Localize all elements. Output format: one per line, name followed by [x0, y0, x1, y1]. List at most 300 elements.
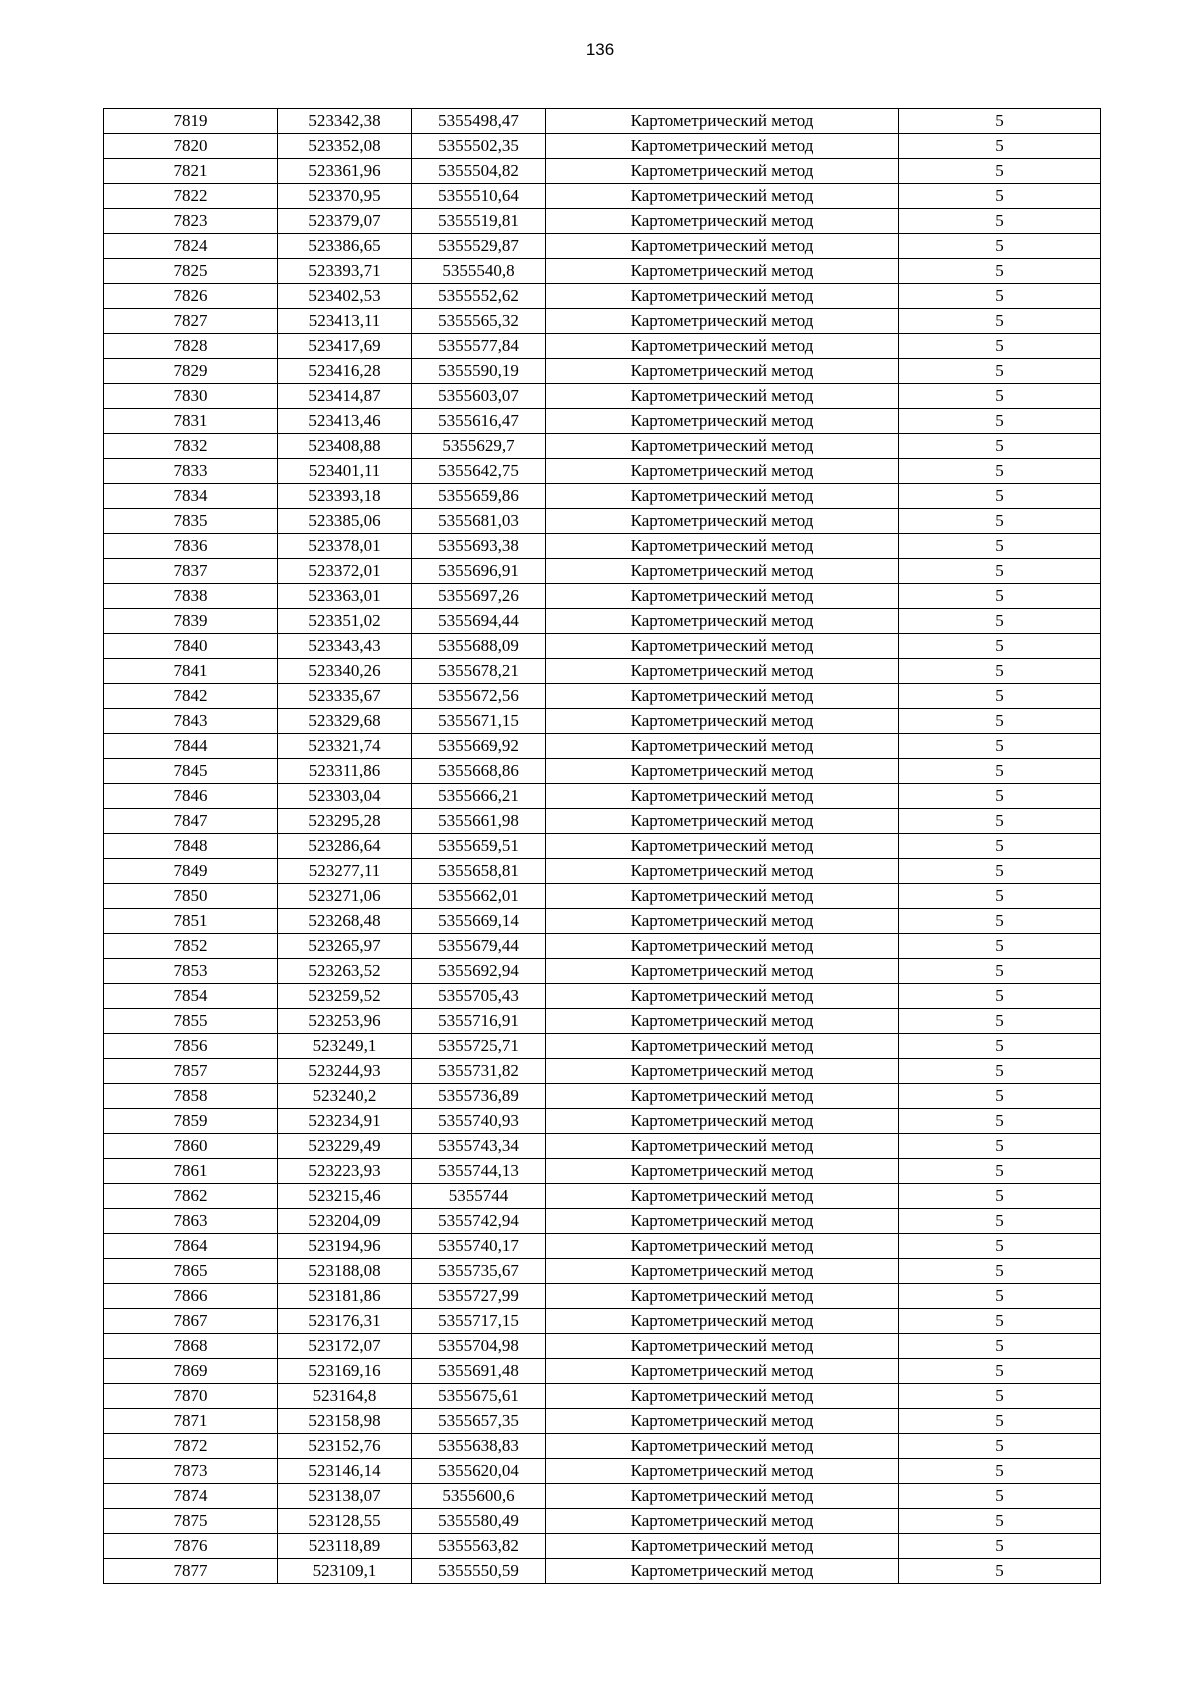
- table-row: [104, 1109, 1101, 1134]
- point-number-cell: 7867: [104, 1309, 278, 1334]
- x-coordinate-cell: 523244,93: [278, 1059, 412, 1084]
- table-row: [104, 959, 1101, 984]
- y-coordinate-cell: 5355671,15: [412, 709, 546, 734]
- table-row: [104, 984, 1101, 1009]
- method-cell: Картометрический метод: [546, 1484, 899, 1509]
- x-coordinate-cell: 523329,68: [278, 709, 412, 734]
- table-row: [104, 1184, 1101, 1209]
- point-number-cell: 7830: [104, 384, 278, 409]
- accuracy-cell: 5: [899, 109, 1101, 134]
- method-cell: Картометрический метод: [546, 459, 899, 484]
- y-coordinate-cell: 5355744,13: [412, 1159, 546, 1184]
- accuracy-cell: 5: [899, 1234, 1101, 1259]
- method-cell: Картометрический метод: [546, 184, 899, 209]
- accuracy-cell: 5: [899, 434, 1101, 459]
- accuracy-cell: 5: [899, 1109, 1101, 1134]
- x-coordinate-cell: 523414,87: [278, 384, 412, 409]
- method-cell: Картометрический метод: [546, 734, 899, 759]
- point-number-cell: 7828: [104, 334, 278, 359]
- method-cell: Картометрический метод: [546, 209, 899, 234]
- accuracy-cell: 5: [899, 809, 1101, 834]
- table-row: [104, 1259, 1101, 1284]
- table-row: [104, 1334, 1101, 1359]
- table-row: [104, 1484, 1101, 1509]
- x-coordinate-cell: 523263,52: [278, 959, 412, 984]
- method-cell: Картометрический метод: [546, 1334, 899, 1359]
- table-row: [104, 1309, 1101, 1334]
- table-row: [104, 284, 1101, 309]
- y-coordinate-cell: 5355725,71: [412, 1034, 546, 1059]
- point-number-cell: 7868: [104, 1334, 278, 1359]
- point-number-cell: 7839: [104, 609, 278, 634]
- table-row: [104, 184, 1101, 209]
- accuracy-cell: 5: [899, 509, 1101, 534]
- point-number-cell: 7825: [104, 259, 278, 284]
- table-row: [104, 434, 1101, 459]
- coordinates-table: [103, 108, 1101, 1584]
- method-cell: Картометрический метод: [546, 134, 899, 159]
- y-coordinate-cell: 5355498,47: [412, 109, 546, 134]
- point-number-cell: 7855: [104, 1009, 278, 1034]
- point-number-cell: 7822: [104, 184, 278, 209]
- x-coordinate-cell: 523286,64: [278, 834, 412, 859]
- y-coordinate-cell: 5355678,21: [412, 659, 546, 684]
- x-coordinate-cell: 523378,01: [278, 534, 412, 559]
- method-cell: Картометрический метод: [546, 1259, 899, 1284]
- accuracy-cell: 5: [899, 384, 1101, 409]
- table-row: [104, 134, 1101, 159]
- x-coordinate-cell: 523417,69: [278, 334, 412, 359]
- point-number-cell: 7847: [104, 809, 278, 834]
- x-coordinate-cell: 523303,04: [278, 784, 412, 809]
- method-cell: Картометрический метод: [546, 1159, 899, 1184]
- point-number-cell: 7875: [104, 1509, 278, 1534]
- accuracy-cell: 5: [899, 309, 1101, 334]
- y-coordinate-cell: 5355659,86: [412, 484, 546, 509]
- point-number-cell: 7819: [104, 109, 278, 134]
- point-number-cell: 7821: [104, 159, 278, 184]
- y-coordinate-cell: 5355580,49: [412, 1509, 546, 1534]
- point-number-cell: 7857: [104, 1059, 278, 1084]
- table-row: [104, 559, 1101, 584]
- x-coordinate-cell: 523335,67: [278, 684, 412, 709]
- table-row: [104, 709, 1101, 734]
- y-coordinate-cell: 5355675,61: [412, 1384, 546, 1409]
- y-coordinate-cell: 5355705,43: [412, 984, 546, 1009]
- table-row: [104, 1209, 1101, 1234]
- point-number-cell: 7852: [104, 934, 278, 959]
- y-coordinate-cell: 5355672,56: [412, 684, 546, 709]
- method-cell: Картометрический метод: [546, 884, 899, 909]
- table-row: [104, 1409, 1101, 1434]
- accuracy-cell: 5: [899, 359, 1101, 384]
- y-coordinate-cell: 5355735,67: [412, 1259, 546, 1284]
- point-number-cell: 7829: [104, 359, 278, 384]
- point-number-cell: 7853: [104, 959, 278, 984]
- x-coordinate-cell: 523253,96: [278, 1009, 412, 1034]
- accuracy-cell: 5: [899, 1559, 1101, 1584]
- y-coordinate-cell: 5355642,75: [412, 459, 546, 484]
- x-coordinate-cell: 523194,96: [278, 1234, 412, 1259]
- accuracy-cell: 5: [899, 634, 1101, 659]
- y-coordinate-cell: 5355662,01: [412, 884, 546, 909]
- y-coordinate-cell: 5355691,48: [412, 1359, 546, 1384]
- x-coordinate-cell: 523188,08: [278, 1259, 412, 1284]
- y-coordinate-cell: 5355590,19: [412, 359, 546, 384]
- y-coordinate-cell: 5355666,21: [412, 784, 546, 809]
- x-coordinate-cell: 523277,11: [278, 859, 412, 884]
- accuracy-cell: 5: [899, 759, 1101, 784]
- table-row: [104, 684, 1101, 709]
- table-row: [104, 1084, 1101, 1109]
- point-number-cell: 7824: [104, 234, 278, 259]
- point-number-cell: 7843: [104, 709, 278, 734]
- point-number-cell: 7863: [104, 1209, 278, 1234]
- x-coordinate-cell: 523351,02: [278, 609, 412, 634]
- accuracy-cell: 5: [899, 1284, 1101, 1309]
- accuracy-cell: 5: [899, 1384, 1101, 1409]
- point-number-cell: 7851: [104, 909, 278, 934]
- point-number-cell: 7850: [104, 884, 278, 909]
- accuracy-cell: 5: [899, 1359, 1101, 1384]
- point-number-cell: 7849: [104, 859, 278, 884]
- method-cell: Картометрический метод: [546, 484, 899, 509]
- method-cell: Картометрический метод: [546, 1184, 899, 1209]
- accuracy-cell: 5: [899, 859, 1101, 884]
- x-coordinate-cell: 523146,14: [278, 1459, 412, 1484]
- table-row: [104, 834, 1101, 859]
- table-row: [104, 759, 1101, 784]
- accuracy-cell: 5: [899, 1259, 1101, 1284]
- y-coordinate-cell: 5355696,91: [412, 559, 546, 584]
- x-coordinate-cell: 523172,07: [278, 1334, 412, 1359]
- y-coordinate-cell: 5355510,64: [412, 184, 546, 209]
- method-cell: Картометрический метод: [546, 159, 899, 184]
- accuracy-cell: 5: [899, 1034, 1101, 1059]
- table-row: [104, 609, 1101, 634]
- y-coordinate-cell: 5355740,93: [412, 1109, 546, 1134]
- y-coordinate-cell: 5355519,81: [412, 209, 546, 234]
- method-cell: Картометрический метод: [546, 359, 899, 384]
- method-cell: Картометрический метод: [546, 1534, 899, 1559]
- point-number-cell: 7859: [104, 1109, 278, 1134]
- table-row: [104, 734, 1101, 759]
- table-row: [104, 1159, 1101, 1184]
- method-cell: Картометрический метод: [546, 534, 899, 559]
- accuracy-cell: 5: [899, 584, 1101, 609]
- y-coordinate-cell: 5355716,91: [412, 1009, 546, 1034]
- accuracy-cell: 5: [899, 1484, 1101, 1509]
- accuracy-cell: 5: [899, 559, 1101, 584]
- point-number-cell: 7854: [104, 984, 278, 1009]
- point-number-cell: 7876: [104, 1534, 278, 1559]
- accuracy-cell: 5: [899, 684, 1101, 709]
- x-coordinate-cell: 523343,43: [278, 634, 412, 659]
- table-row: [104, 509, 1101, 534]
- x-coordinate-cell: 523169,16: [278, 1359, 412, 1384]
- x-coordinate-cell: 523164,8: [278, 1384, 412, 1409]
- accuracy-cell: 5: [899, 1534, 1101, 1559]
- table-row: [104, 1509, 1101, 1534]
- y-coordinate-cell: 5355693,38: [412, 534, 546, 559]
- x-coordinate-cell: 523393,18: [278, 484, 412, 509]
- point-number-cell: 7826: [104, 284, 278, 309]
- accuracy-cell: 5: [899, 909, 1101, 934]
- x-coordinate-cell: 523401,11: [278, 459, 412, 484]
- table-row: [104, 909, 1101, 934]
- accuracy-cell: 5: [899, 259, 1101, 284]
- y-coordinate-cell: 5355681,03: [412, 509, 546, 534]
- point-number-cell: 7827: [104, 309, 278, 334]
- x-coordinate-cell: 523268,48: [278, 909, 412, 934]
- point-number-cell: 7861: [104, 1159, 278, 1184]
- x-coordinate-cell: 523109,1: [278, 1559, 412, 1584]
- table-row: [104, 584, 1101, 609]
- point-number-cell: 7823: [104, 209, 278, 234]
- point-number-cell: 7831: [104, 409, 278, 434]
- table-row: [104, 1134, 1101, 1159]
- accuracy-cell: 5: [899, 1134, 1101, 1159]
- x-coordinate-cell: 523321,74: [278, 734, 412, 759]
- y-coordinate-cell: 5355565,32: [412, 309, 546, 334]
- page-number: 136: [585, 40, 615, 59]
- y-coordinate-cell: 5355616,47: [412, 409, 546, 434]
- accuracy-cell: 5: [899, 459, 1101, 484]
- y-coordinate-cell: 5355669,14: [412, 909, 546, 934]
- accuracy-cell: 5: [899, 1309, 1101, 1334]
- x-coordinate-cell: 523259,52: [278, 984, 412, 1009]
- y-coordinate-cell: 5355668,86: [412, 759, 546, 784]
- accuracy-cell: 5: [899, 1159, 1101, 1184]
- point-number-cell: 7872: [104, 1434, 278, 1459]
- point-number-cell: 7866: [104, 1284, 278, 1309]
- y-coordinate-cell: 5355704,98: [412, 1334, 546, 1359]
- method-cell: Картометрический метод: [546, 584, 899, 609]
- y-coordinate-cell: 5355692,94: [412, 959, 546, 984]
- accuracy-cell: 5: [899, 959, 1101, 984]
- method-cell: Картометрический метод: [546, 759, 899, 784]
- y-coordinate-cell: 5355620,04: [412, 1459, 546, 1484]
- accuracy-cell: 5: [899, 659, 1101, 684]
- x-coordinate-cell: 523138,07: [278, 1484, 412, 1509]
- accuracy-cell: 5: [899, 284, 1101, 309]
- method-cell: Картометрический метод: [546, 1284, 899, 1309]
- method-cell: Картометрический метод: [546, 984, 899, 1009]
- method-cell: Картометрический метод: [546, 659, 899, 684]
- method-cell: Картометрический метод: [546, 709, 899, 734]
- y-coordinate-cell: 5355577,84: [412, 334, 546, 359]
- point-number-cell: 7841: [104, 659, 278, 684]
- y-coordinate-cell: 5355659,51: [412, 834, 546, 859]
- accuracy-cell: 5: [899, 334, 1101, 359]
- method-cell: Картометрический метод: [546, 409, 899, 434]
- table-row: [104, 809, 1101, 834]
- x-coordinate-cell: 523234,91: [278, 1109, 412, 1134]
- method-cell: Картометрический метод: [546, 1434, 899, 1459]
- method-cell: Картометрический метод: [546, 934, 899, 959]
- point-number-cell: 7873: [104, 1459, 278, 1484]
- x-coordinate-cell: 523386,65: [278, 234, 412, 259]
- x-coordinate-cell: 523393,71: [278, 259, 412, 284]
- method-cell: Картометрический метод: [546, 384, 899, 409]
- point-number-cell: 7838: [104, 584, 278, 609]
- table-row: [104, 1034, 1101, 1059]
- y-coordinate-cell: 5355727,99: [412, 1284, 546, 1309]
- y-coordinate-cell: 5355731,82: [412, 1059, 546, 1084]
- coordinates-table-body: [104, 109, 1101, 1584]
- point-number-cell: 7858: [104, 1084, 278, 1109]
- y-coordinate-cell: 5355540,8: [412, 259, 546, 284]
- x-coordinate-cell: 523128,55: [278, 1509, 412, 1534]
- accuracy-cell: 5: [899, 534, 1101, 559]
- x-coordinate-cell: 523402,53: [278, 284, 412, 309]
- x-coordinate-cell: 523379,07: [278, 209, 412, 234]
- y-coordinate-cell: 5355669,92: [412, 734, 546, 759]
- y-coordinate-cell: 5355717,15: [412, 1309, 546, 1334]
- table-row: [104, 109, 1101, 134]
- x-coordinate-cell: 523416,28: [278, 359, 412, 384]
- y-coordinate-cell: 5355679,44: [412, 934, 546, 959]
- x-coordinate-cell: 523118,89: [278, 1534, 412, 1559]
- method-cell: Картометрический метод: [546, 684, 899, 709]
- point-number-cell: 7832: [104, 434, 278, 459]
- point-number-cell: 7837: [104, 559, 278, 584]
- accuracy-cell: 5: [899, 409, 1101, 434]
- y-coordinate-cell: 5355563,82: [412, 1534, 546, 1559]
- method-cell: Картометрический метод: [546, 284, 899, 309]
- y-coordinate-cell: 5355694,44: [412, 609, 546, 634]
- point-number-cell: 7840: [104, 634, 278, 659]
- y-coordinate-cell: 5355697,26: [412, 584, 546, 609]
- accuracy-cell: 5: [899, 134, 1101, 159]
- point-number-cell: 7844: [104, 734, 278, 759]
- y-coordinate-cell: 5355736,89: [412, 1084, 546, 1109]
- accuracy-cell: 5: [899, 934, 1101, 959]
- x-coordinate-cell: 523204,09: [278, 1209, 412, 1234]
- point-number-cell: 7848: [104, 834, 278, 859]
- point-number-cell: 7870: [104, 1384, 278, 1409]
- x-coordinate-cell: 523176,31: [278, 1309, 412, 1334]
- point-number-cell: 7871: [104, 1409, 278, 1434]
- x-coordinate-cell: 523223,93: [278, 1159, 412, 1184]
- table-row: [104, 1359, 1101, 1384]
- table-row: [104, 659, 1101, 684]
- table-row: [104, 484, 1101, 509]
- accuracy-cell: 5: [899, 1434, 1101, 1459]
- y-coordinate-cell: 5355638,83: [412, 1434, 546, 1459]
- x-coordinate-cell: 523181,86: [278, 1284, 412, 1309]
- point-number-cell: 7860: [104, 1134, 278, 1159]
- accuracy-cell: 5: [899, 734, 1101, 759]
- method-cell: Картометрический метод: [546, 1209, 899, 1234]
- method-cell: Картометрический метод: [546, 1234, 899, 1259]
- method-cell: Картометрический метод: [546, 1559, 899, 1584]
- accuracy-cell: 5: [899, 159, 1101, 184]
- method-cell: Картометрический метод: [546, 1134, 899, 1159]
- method-cell: Картометрический метод: [546, 434, 899, 459]
- x-coordinate-cell: 523240,2: [278, 1084, 412, 1109]
- x-coordinate-cell: 523385,06: [278, 509, 412, 534]
- table-row: [104, 634, 1101, 659]
- x-coordinate-cell: 523249,1: [278, 1034, 412, 1059]
- table-row: [104, 159, 1101, 184]
- accuracy-cell: 5: [899, 1334, 1101, 1359]
- method-cell: Картометрический метод: [546, 634, 899, 659]
- method-cell: Картометрический метод: [546, 959, 899, 984]
- y-coordinate-cell: 5355742,94: [412, 1209, 546, 1234]
- x-coordinate-cell: 523265,97: [278, 934, 412, 959]
- y-coordinate-cell: 5355552,62: [412, 284, 546, 309]
- point-number-cell: 7845: [104, 759, 278, 784]
- method-cell: Картометрический метод: [546, 1009, 899, 1034]
- method-cell: Картометрический метод: [546, 859, 899, 884]
- table-row: [104, 1384, 1101, 1409]
- point-number-cell: 7874: [104, 1484, 278, 1509]
- method-cell: Картометрический метод: [546, 1409, 899, 1434]
- x-coordinate-cell: 523363,01: [278, 584, 412, 609]
- table-row: [104, 784, 1101, 809]
- x-coordinate-cell: 523295,28: [278, 809, 412, 834]
- x-coordinate-cell: 523152,76: [278, 1434, 412, 1459]
- y-coordinate-cell: 5355661,98: [412, 809, 546, 834]
- method-cell: Картометрический метод: [546, 1084, 899, 1109]
- point-number-cell: 7834: [104, 484, 278, 509]
- point-number-cell: 7856: [104, 1034, 278, 1059]
- point-number-cell: 7864: [104, 1234, 278, 1259]
- y-coordinate-cell: 5355743,34: [412, 1134, 546, 1159]
- point-number-cell: 7865: [104, 1259, 278, 1284]
- point-number-cell: 7833: [104, 459, 278, 484]
- method-cell: Картометрический метод: [546, 1309, 899, 1334]
- x-coordinate-cell: 523271,06: [278, 884, 412, 909]
- x-coordinate-cell: 523413,46: [278, 409, 412, 434]
- method-cell: Картометрический метод: [546, 609, 899, 634]
- method-cell: Картометрический метод: [546, 309, 899, 334]
- accuracy-cell: 5: [899, 1209, 1101, 1234]
- method-cell: Картометрический метод: [546, 809, 899, 834]
- point-number-cell: 7862: [104, 1184, 278, 1209]
- accuracy-cell: 5: [899, 1409, 1101, 1434]
- method-cell: Картометрический метод: [546, 909, 899, 934]
- method-cell: Картометрический метод: [546, 234, 899, 259]
- method-cell: Картометрический метод: [546, 784, 899, 809]
- table-row: [104, 1459, 1101, 1484]
- y-coordinate-cell: 5355744: [412, 1184, 546, 1209]
- point-number-cell: 7836: [104, 534, 278, 559]
- table-row: [104, 1059, 1101, 1084]
- method-cell: Картометрический метод: [546, 1059, 899, 1084]
- x-coordinate-cell: 523361,96: [278, 159, 412, 184]
- accuracy-cell: 5: [899, 884, 1101, 909]
- table-row: [104, 234, 1101, 259]
- table-row: [104, 384, 1101, 409]
- accuracy-cell: 5: [899, 184, 1101, 209]
- accuracy-cell: 5: [899, 1009, 1101, 1034]
- method-cell: Картометрический метод: [546, 109, 899, 134]
- table-row: [104, 1559, 1101, 1584]
- table-row: [104, 1534, 1101, 1559]
- x-coordinate-cell: 523215,46: [278, 1184, 412, 1209]
- x-coordinate-cell: 523372,01: [278, 559, 412, 584]
- accuracy-cell: 5: [899, 1459, 1101, 1484]
- x-coordinate-cell: 523340,26: [278, 659, 412, 684]
- method-cell: Картометрический метод: [546, 259, 899, 284]
- method-cell: Картометрический метод: [546, 1459, 899, 1484]
- y-coordinate-cell: 5355629,7: [412, 434, 546, 459]
- accuracy-cell: 5: [899, 209, 1101, 234]
- y-coordinate-cell: 5355688,09: [412, 634, 546, 659]
- y-coordinate-cell: 5355603,07: [412, 384, 546, 409]
